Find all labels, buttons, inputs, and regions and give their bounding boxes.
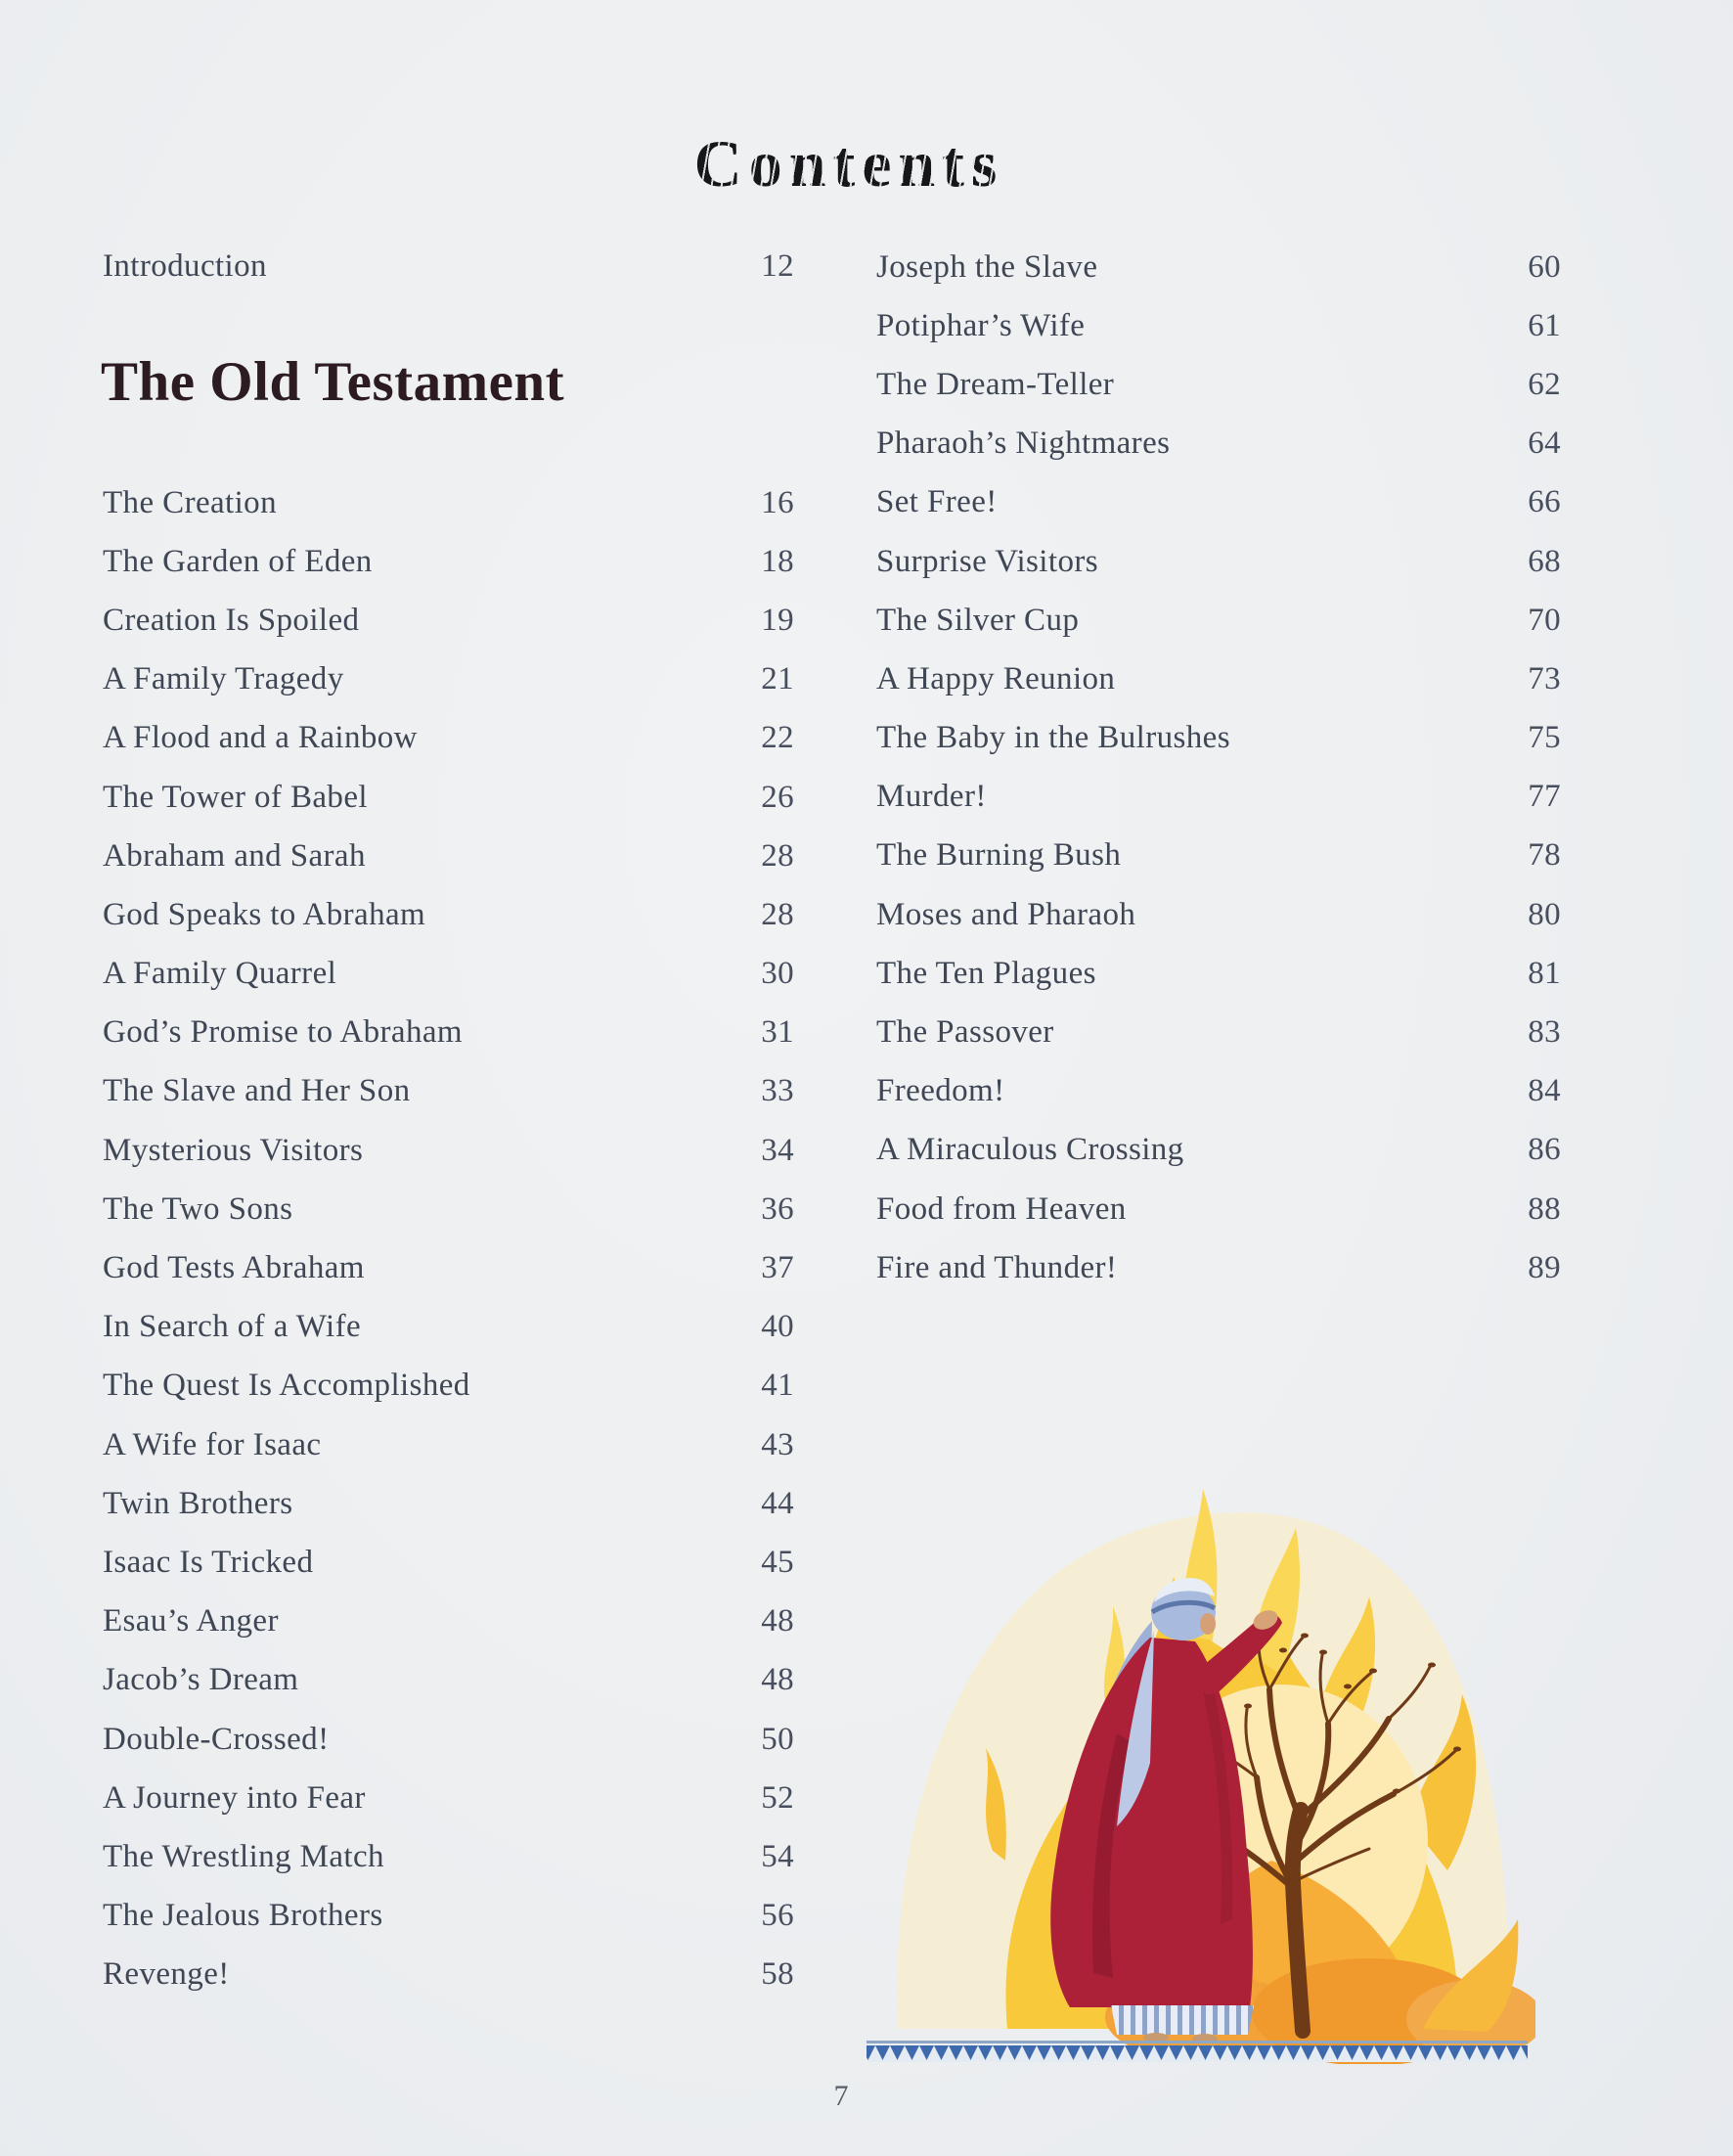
toc-entry-title: The Two Sons [103, 1190, 293, 1227]
toc-entry-page: 33 [761, 1073, 794, 1109]
toc-entry-page: 77 [1528, 779, 1561, 815]
toc-entry [103, 651, 794, 709]
toc-entry [103, 1593, 794, 1651]
toc-entry-page: 34 [761, 1132, 794, 1168]
burning-bush-illustration [861, 1430, 1535, 2064]
toc-entry-title: The Dream-Teller [876, 366, 1115, 402]
toc-entry-title: Set Free! [876, 484, 998, 520]
toc-entry [876, 827, 1561, 885]
toc-entry [103, 1180, 794, 1238]
toc-entry-page: 86 [1528, 1132, 1561, 1168]
toc-entry [876, 1062, 1561, 1121]
toc-entry [876, 238, 1561, 296]
toc-entry-page: 43 [761, 1426, 794, 1462]
toc-entry [876, 591, 1561, 650]
toc-entry-page: 12 [761, 247, 794, 284]
toc-entry-title: Double-Crossed! [103, 1721, 330, 1757]
toc-entry-page: 19 [761, 602, 794, 638]
toc-entry-title: Joseph the Slave [876, 248, 1098, 285]
toc-entry-title: Abraham and Sarah [103, 837, 366, 874]
toc-entry [876, 650, 1561, 708]
toc-entry [103, 1769, 794, 1827]
toc-entry-title: Creation Is Spoiled [103, 602, 360, 638]
toc-entry-introduction [103, 237, 794, 295]
toc-entry-page: 22 [761, 720, 794, 756]
toc-entry-page: 28 [761, 837, 794, 874]
toc-entry-title: A Miraculous Crossing [876, 1132, 1184, 1168]
right-column [876, 238, 1561, 1297]
toc-entry [103, 1298, 794, 1357]
toc-entry-title: God Speaks to Abraham [103, 896, 426, 932]
toc-entry-title: A Family Quarrel [103, 956, 337, 992]
page-title: Contents [0, 125, 1715, 202]
toc-entry-page: 41 [761, 1368, 794, 1404]
toc-entry [103, 945, 794, 1004]
toc-entry-page: 68 [1528, 543, 1561, 579]
toc-entry-title: Introduction [103, 247, 267, 284]
toc-entry-page: 83 [1528, 1014, 1561, 1051]
toc-entry-title: A Wife for Isaac [103, 1426, 322, 1462]
toc-entry-title: The Garden of Eden [103, 543, 373, 579]
toc-entry-page: 70 [1528, 602, 1561, 638]
toc-entry [103, 709, 794, 768]
toc-entry [103, 885, 794, 944]
toc-entry-page: 18 [761, 543, 794, 579]
toc-entry-title: Freedom! [876, 1073, 1005, 1109]
toc-entry [876, 415, 1561, 473]
toc-entry-title: Esau’s Anger [103, 1603, 279, 1639]
toc-entry-title: Twin Brothers [103, 1485, 293, 1521]
toc-entry-page: 16 [761, 484, 794, 520]
toc-entry [103, 1474, 794, 1533]
toc-entry [876, 944, 1561, 1003]
toc-entry-title: The Ten Plagues [876, 955, 1096, 991]
toc-entry-page: 73 [1528, 660, 1561, 696]
toc-entry-title: Mysterious Visitors [103, 1132, 364, 1168]
toc-entry [103, 1533, 794, 1592]
toc-entry-page: 30 [761, 956, 794, 992]
toc-entry [876, 532, 1561, 591]
toc-entry-title: Moses and Pharaoh [876, 896, 1136, 932]
toc-entry [876, 768, 1561, 827]
toc-entry [876, 1238, 1561, 1297]
left-column [103, 473, 794, 2004]
toc-entry-page: 80 [1528, 896, 1561, 932]
toc-entry [103, 1357, 794, 1415]
toc-entry-title: Isaac Is Tricked [103, 1544, 314, 1580]
toc-entry [103, 1651, 794, 1710]
toc-entry-title: God’s Promise to Abraham [103, 1014, 463, 1051]
toc-entry-title: Pharaoh’s Nightmares [876, 426, 1171, 462]
toc-entry [103, 1946, 794, 2004]
toc-entry-page: 36 [761, 1190, 794, 1227]
toc-entry-page: 62 [1528, 366, 1561, 402]
page-number: 7 [833, 2080, 849, 2112]
toc-entry [103, 591, 794, 650]
toc-entry-title: The Passover [876, 1014, 1054, 1051]
toc-entry [103, 473, 794, 532]
toc-entry [876, 473, 1561, 532]
toc-entry-title: Murder! [876, 779, 987, 815]
toc-entry [103, 1710, 794, 1769]
toc-entry-page: 66 [1528, 484, 1561, 520]
toc-entry [103, 1827, 794, 1886]
toc-entry-page: 61 [1528, 307, 1561, 343]
toc-entry-title: The Burning Bush [876, 837, 1122, 874]
toc-entry-title: A Journey into Fear [103, 1779, 366, 1816]
toc-entry-page: 78 [1528, 837, 1561, 874]
toc-entry-title: The Creation [103, 484, 277, 520]
toc-entry-page: 21 [761, 661, 794, 697]
toc-entry-page: 89 [1528, 1249, 1561, 1285]
toc-entry-title: A Family Tragedy [103, 661, 344, 697]
toc-entry-page: 50 [761, 1721, 794, 1757]
toc-entry-page: 60 [1528, 248, 1561, 285]
toc-entry-title: Food from Heaven [876, 1190, 1127, 1227]
toc-entry [876, 709, 1561, 768]
toc-entry-title: God Tests Abraham [103, 1250, 365, 1286]
toc-entry-page: 52 [761, 1779, 794, 1816]
toc-entry [876, 1180, 1561, 1238]
toc-entry [876, 355, 1561, 414]
toc-entry-page: 31 [761, 1014, 794, 1051]
toc-entry [103, 1062, 794, 1121]
toc-entry [103, 1004, 794, 1062]
toc-entry-page: 64 [1528, 426, 1561, 462]
toc-entry-page: 37 [761, 1250, 794, 1286]
toc-entry [103, 1238, 794, 1297]
toc-entry-page: 44 [761, 1485, 794, 1521]
toc-entry [103, 1887, 794, 1946]
toc-entry-page: 54 [761, 1838, 794, 1874]
toc-entry-page: 75 [1528, 720, 1561, 756]
toc-entry-title: The Silver Cup [876, 602, 1080, 638]
toc-entry-page: 58 [761, 1956, 794, 1993]
toc-entry [103, 532, 794, 591]
toc-entry-page: 40 [761, 1309, 794, 1345]
section-heading: The Old Testament [101, 351, 565, 413]
toc-entry-title: Fire and Thunder! [876, 1249, 1118, 1285]
toc-entry-title: The Quest Is Accomplished [103, 1368, 470, 1404]
toc-entry-title: In Search of a Wife [103, 1309, 362, 1345]
toc-entry [103, 1121, 794, 1180]
toc-entry-title: Potiphar’s Wife [876, 307, 1086, 343]
toc-entry-page: 81 [1528, 955, 1561, 991]
toc-entry-page: 56 [761, 1898, 794, 1934]
toc-entry-title: Revenge! [103, 1956, 230, 1993]
toc-entry-page: 45 [761, 1544, 794, 1580]
toc-entry-title: Jacob’s Dream [103, 1662, 299, 1698]
toc-entry-title: The Wrestling Match [103, 1838, 384, 1874]
toc-entry-title: The Tower of Babel [103, 779, 368, 815]
toc-entry [103, 827, 794, 885]
toc-entry [876, 1003, 1561, 1061]
toc-entry-page: 48 [761, 1603, 794, 1639]
toc-entry-page: 26 [761, 779, 794, 815]
toc-entry-title: The Slave and Her Son [103, 1073, 411, 1109]
toc-entry-title: The Baby in the Bulrushes [876, 720, 1230, 756]
toc-entry-title: The Jealous Brothers [103, 1898, 383, 1934]
toc-entry-title: Surprise Visitors [876, 543, 1098, 579]
toc-entry-page: 28 [761, 896, 794, 932]
toc-entry-title: A Happy Reunion [876, 660, 1116, 696]
toc-entry-title: A Flood and a Rainbow [103, 720, 418, 756]
toc-entry-page: 48 [761, 1662, 794, 1698]
toc-entry-page: 88 [1528, 1190, 1561, 1227]
toc-entry [103, 768, 794, 827]
toc-entry-page: 84 [1528, 1073, 1561, 1109]
toc-entry [876, 1121, 1561, 1180]
toc-entry [103, 1415, 794, 1474]
toc-entry [876, 885, 1561, 944]
toc-entry [876, 296, 1561, 355]
